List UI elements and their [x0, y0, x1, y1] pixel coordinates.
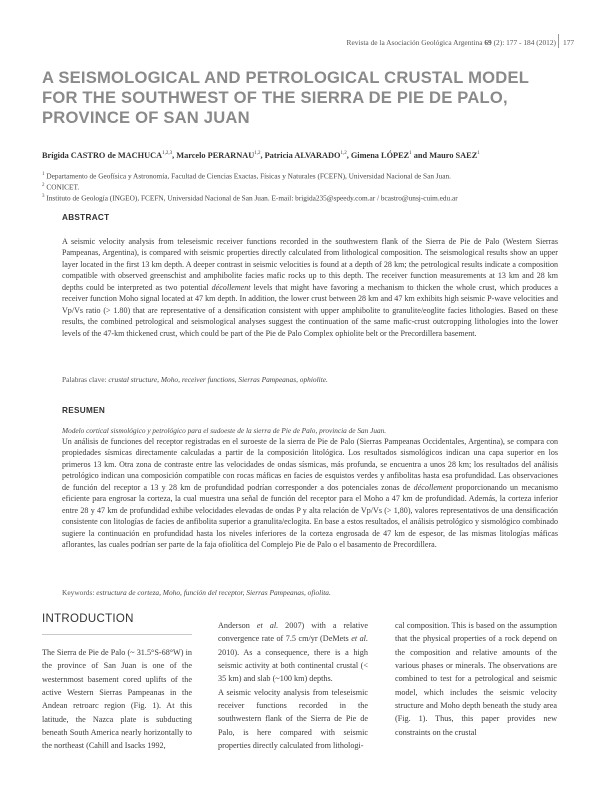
- author-2: Marcelo PERARNAU$^{1,2}$: [176, 151, 261, 160]
- journal-header: [300, 38, 556, 47]
- introduction-heading: INTRODUCTION: [42, 613, 134, 625]
- affiliation-1: $^1$ Departamento de Geofísica y Astronomía, Facultad de Ciencias Exactas, Físicas y Naturales (FCEFN), Universidad Nacional de San Juan.: [42, 171, 451, 181]
- resumen-heading: RESUMEN: [62, 406, 106, 415]
- keywords-value: crustal structure, Moho, receiver functions, Sierras Pampeanas, ophiolite.: [108, 375, 328, 384]
- author-3: Patricia ALVARADO$^{1,2}$: [264, 151, 347, 160]
- intro-column-2: Anderson et al. 2007) with a relative convergence rate of 7.5 cm/yr (DeMets et al. 2010). As a consequence, there is a high seismic activity at both continental crustal (< 35 km) and slab (~100 km) depths. A seismic velocity analysis from teleseismic receiver functions recorded in the southwestern flank of the Sierra de Pie de Palo, is here compared with seismic properties directly calculated from lithologi-: [218, 621, 368, 751]
- author-5: Mauro SAEZ$^1$: [429, 151, 480, 160]
- journal-name: Revista de la Asociación Geológica Argentina: [346, 38, 483, 47]
- resumen-body: Un análisis de funciones del receptor registradas en el suroeste de la sierra de Pie de Palo (Sierras Pampeanas Occidentales, Argentina), se compara con propiedades sísmicas directamente calculadas a partir de la composición litológica. Los resultados sismológicos indican una capa superior en los primeros 13 km. Otra zona de contraste entre las velocidades de ondas sísmicas, más profunda, se encuentra a unos 28 km; los resultados del análisis petrológico indican una composición compatible con rocas máficas en facies de esquistos verdes y anfibolitas hasta esa profundidad. Las observaciones de función del receptor a 13 y 28 km de profundidad podrían corresponder a dos potenciales zonas de décollement proporcionando un mecanismo eficiente para engrosar la corteza, la cual muestra una señal de función del receptor para el Moho a 47 km de profundidad. Además, la corteza inferior entre 28 y 47 km de profundidad exhibe velocidades elevadas de ondas P y alta relación de Vp/Vs (> 1,80), valores representativos de una densificación consistente con litologías de facies de anfibolita superior a granulita/eclogita. En base a estos resultados, el análisis petrológico y sismológico combinado sugiere la continuación en profundidad hasta los niveles inferiores de la corteza engrosada de 47 km de espesor, de las mismas litologías máficas aflorantes, las cuales podrían ser parte de la faja ofiolítica del Complejo Pie de Palo o el basamento de Precordillera.: [62, 437, 558, 550]
- journal-issue-pages: (2): 177 - 184 (2012): [493, 38, 556, 47]
- keywords-label: Palabras clave:: [62, 375, 107, 384]
- author-list: Brígida CASTRO de MACHUCA$^{1,2,3}$, Marcelo PERARNAU$^{1,2}$, Patricia ALVARADO$^{1,2}$, Gimena LÓPEZ$^1$ and Mauro SAEZ$^1$: [42, 151, 480, 160]
- abstract-body: A seismic velocity analysis from teleseismic receiver functions recorded in the southwestern flank of the Sierra de Pie de Palo (Western Sierras Pampeanas, Argentina), is compared with seismic properties directly calculated from lithological composition. The seismological results show an upper layer located in the first 13 km depth. A deeper contrast in seismic velocities is found at a depth of 28 km; the petrological results indicate a composition compatible with observed greenschist and amphibolite facies mafic rocks up to this depth. The receiver function measurements at 13 km and 28 km depths could be interpreted as two potential décollement levels that might have favoring a mechanism to thicken the whole crust, which produces a receiver function Moho signal located at 47 km depth. In addition, the lower crust between 28 km and 47 km exhibits high seismic P-wave velocities and Vp/Vs ratio (> 1.80) that are representative of a densification consistent with upper amphibolite to granulite/eoglite facies lithologies. Based on these results, the combined petrological and seismological analyses suggest the continuation of the same mafic-crust outcropping lithologies into the lower levels of the 47-km thickened crust, which could be part of the Pie de Palo Complex ophiolite belt or the Precordillera basement.: [62, 237, 558, 338]
- header-divider: [558, 34, 559, 48]
- author-1: Brígida CASTRO de MACHUCA$^{1,2,3}$: [42, 151, 173, 160]
- author-4: Gimena LÓPEZ$^1$: [350, 151, 412, 160]
- abstract-heading: ABSTRACT: [62, 213, 110, 222]
- resumen-keywords-value: estructura de corteza, Moho, función del receptor, Sierras Pampeanas, ofiolita.: [96, 588, 331, 597]
- resumen-keywords: [62, 588, 558, 597]
- affiliation-2: $^2$ CONICET.: [42, 182, 80, 192]
- introduction-rule: [42, 634, 192, 635]
- resumen-title: Modelo cortical sismológico y petrológico para el sudoeste de la sierra de Pie de Palo, provincia de San Juan.: [62, 426, 387, 435]
- abstract-keywords: [62, 375, 558, 384]
- paper-title: A SEISMOLOGICAL AND PETROLOGICAL CRUSTAL MODEL FOR THE SOUTHWEST OF THE SIERRA DE PIE DE PALO, PROVINCE OF SAN JUAN: [42, 68, 529, 127]
- affiliation-3: $^3$ Instituto de Geología (INGEO), FCEFN, Universidad Nacional de San Juan. E-mail: brigida235@speedy.com.ar / bcastro@unsj-cuim.edu.ar: [42, 193, 458, 203]
- page-number: 177: [563, 38, 575, 47]
- intro-column-1: The Sierra de Pie de Palo (~ 31.5°S-68°W) in the province of San Juan is one of the westernmost basement cored uplifts of the active Western Sierras Pampeanas in the Andean retroarc region (Fig. 1). At this latitude, the Nazca plate is subducting beneath South America nearly horizontally to the northeast (Cahill and Isacks 1992,: [42, 648, 192, 751]
- resumen-keywords-label: Keywords:: [62, 588, 95, 597]
- journal-volume: 69: [484, 38, 492, 47]
- intro-column-3: cal composition. This is based on the assumption that the physical properties of a rock depend on the composition and relative amounts of the various phases or minerals. The observations are combined to test for a petrological and seismic model, which includes the seismic velocity structure and Moho depth beneath the study area (Fig. 1). Thus, this paper provides new constraints on the crustal: [395, 621, 557, 737]
